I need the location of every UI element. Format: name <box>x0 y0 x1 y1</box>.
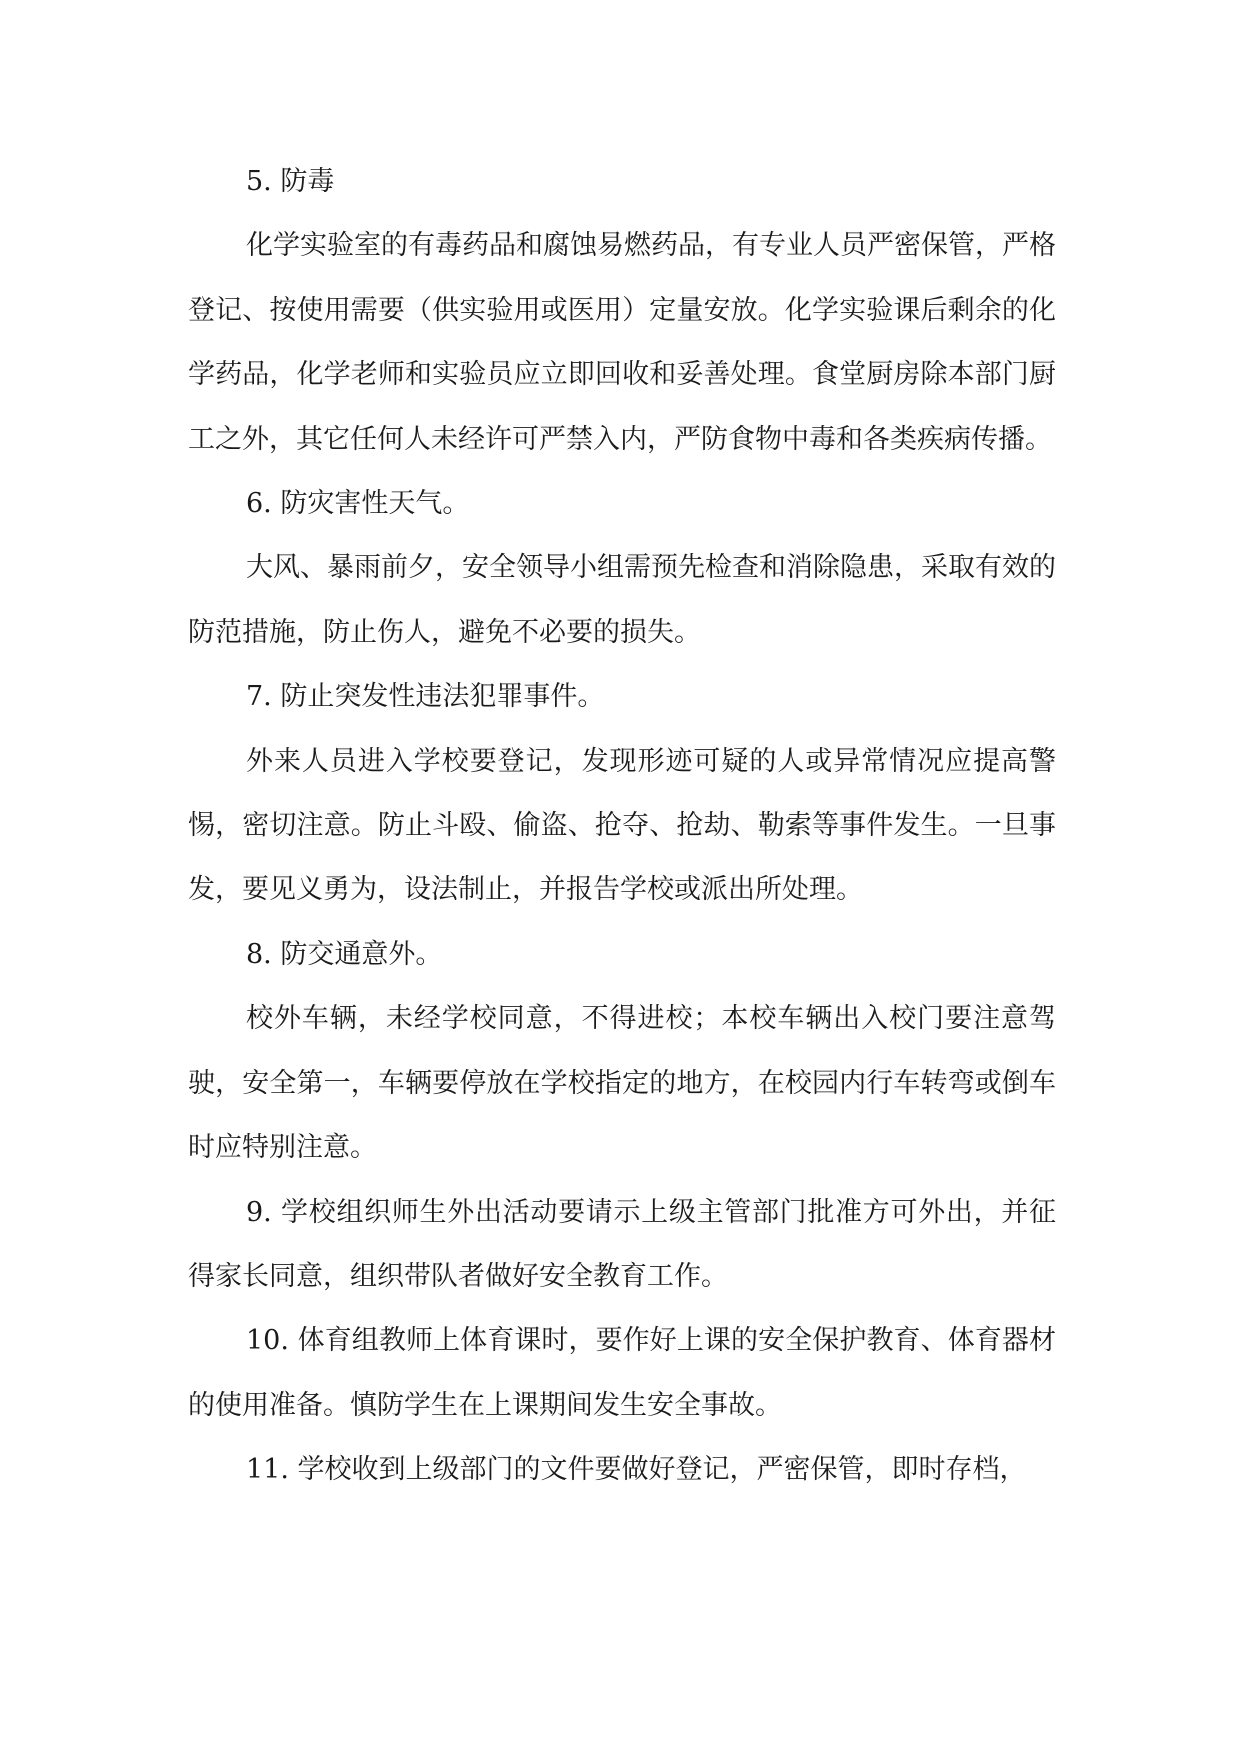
heading-traffic-accident: 8. 防交通意外。 <box>246 938 443 970</box>
heading-crime-prevention: 7. 防止突发性违法犯罪事件。 <box>246 681 605 713</box>
paragraph-pe-safety: 10. 体育组教师上体育课时，要作好上课的安全保护教育、体育器材的使用准备。慎防学生在上课期间发生安全事故。 <box>188 1325 1056 1421</box>
paragraph-document-filing: 11. 学校收到上级部门的文件要做好登记，严密保管，即时存档， <box>246 1454 1027 1486</box>
paragraph-disaster-weather: 大风、暴雨前夕，安全领导小组需预先检查和消除隐患，采取有效的防范措施，防止伤人，避免不必要的损失。 <box>188 552 1056 648</box>
paragraph-traffic-accident: 校外车辆，未经学校同意，不得进校；本校车辆出入校门要注意驾驶，安全第一，车辆要停放在学校指定的地方，在校园内行车转弯或倒车时应特别注意。 <box>188 1003 1056 1164</box>
document-page <box>188 150 1056 1503</box>
heading-anti-poison: 5. 防毒 <box>246 166 335 197</box>
heading-disaster-weather: 6. 防灾害性天气。 <box>246 488 470 520</box>
paragraph-anti-poison: 化学实验室的有毒药品和腐蚀易燃药品，有专业人员严密保管，严格登记、按使用需要（供实验用或医用）定量安放。化学实验课后剩余的化学药品，化学老师和实验员应立即回收和妥善处理。食堂厨房除本部门厨工之外，其它任何人未经许可严禁入内，严防食物中毒和各类疾病传播。 <box>188 230 1056 455</box>
paragraph-outing-approval: 9. 学校组织师生外出活动要请示上级主管部门批准方可外出，并征得家长同意，组织带队者做好安全教育工作。 <box>188 1196 1056 1292</box>
paragraph-crime-prevention: 外来人员进入学校要登记，发现形迹可疑的人或异常情况应提高警惕，密切注意。防止斗殴、偷盗、抢夺、抢劫、勒索等事件发生。一旦事发，要见义勇为，设法制止，并报告学校或派出所处理。 <box>188 745 1056 906</box>
